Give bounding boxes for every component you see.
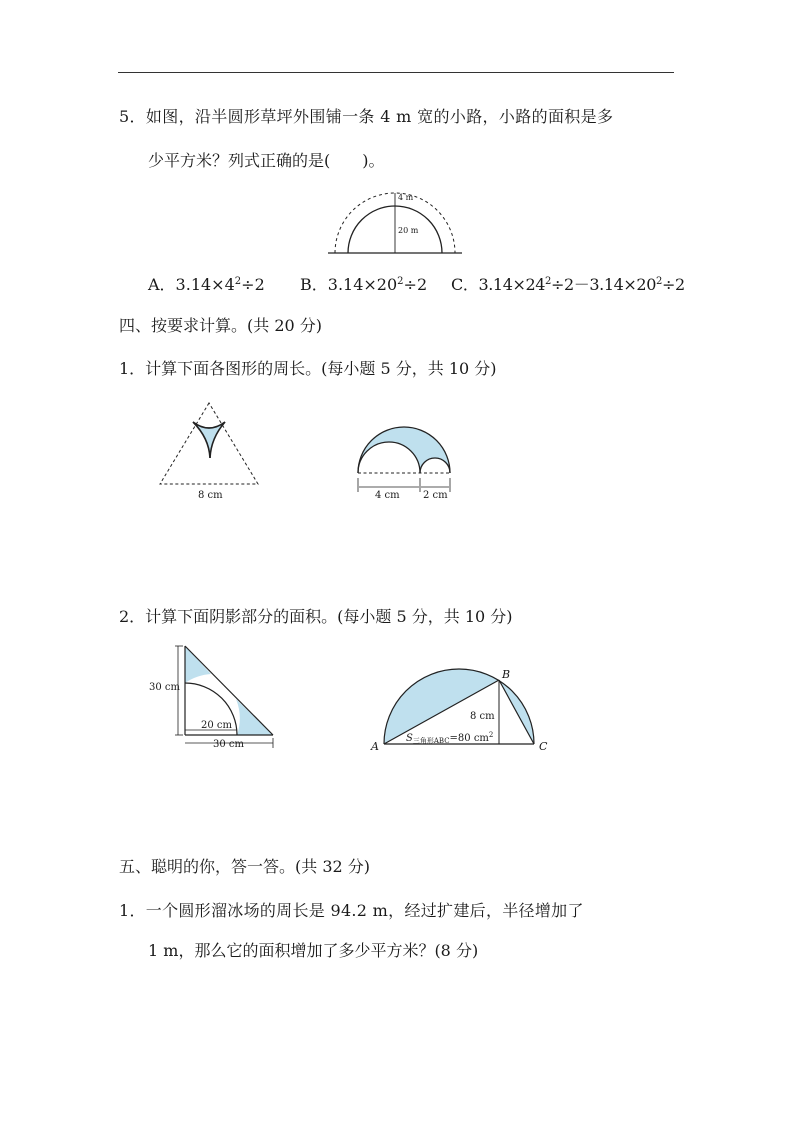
triangle-arcs-figure <box>155 398 270 504</box>
label-C: C <box>539 740 548 753</box>
label-base-30cm: 30 cm <box>213 739 244 750</box>
label-B: B <box>502 668 511 681</box>
semicircles-figure <box>352 398 457 504</box>
section5-heading: 五、聪明的你，答一答。(共 32 分) <box>119 857 371 876</box>
label-8cm: 8 cm <box>470 711 495 722</box>
shaded-top <box>185 646 211 683</box>
section4-q1-text: 1．计算下面各图形的周长。(每小题 5 分，共 10 分) <box>119 359 497 378</box>
option-a[interactable]: A．$3.14\times 4^2\div 2$ <box>148 275 265 294</box>
triangle-quarter-circle-figure <box>145 640 280 752</box>
section4-heading: 四、按要求计算。(共 20 分) <box>119 316 323 335</box>
header-rule <box>118 72 674 73</box>
semicircle-triangle-figure <box>368 664 588 758</box>
label-height-30cm: 30 cm <box>149 682 180 693</box>
shaded-region <box>358 427 450 473</box>
side-BC <box>499 680 534 744</box>
q5-options <box>148 275 685 295</box>
option-b[interactable]: B．$3.14\times 20^2\div 2$ <box>300 275 428 294</box>
label-8cm: 8 cm <box>198 490 223 501</box>
label-20cm: 20 cm <box>201 720 232 731</box>
section5-q1-line1: 1．一个圆形溜冰场的周长是 94.2 m，经过扩建后，半径增加了 <box>119 901 584 920</box>
option-c[interactable]: C．$3.14\times 24^2\div 2-3.14\times 20^2\div 2$ <box>451 275 685 294</box>
label-A: A <box>371 740 379 753</box>
section5-q1-line2: 1 m，那么它的面积增加了多少平方米？(8 分) <box>148 941 479 960</box>
label-area: $S_{三角形ABC}=80$ $cm^2$ <box>406 731 494 745</box>
q5-text-line2: 少平方米？列式正确的是( )。 <box>148 151 385 170</box>
q5-text-line1: 5．如图，沿半圆形草坪外围铺一条 4 m 宽的小路，小路的面积是多 <box>119 107 614 126</box>
label-2cm: 2 cm <box>423 490 448 501</box>
label-4cm: 4 cm <box>375 490 400 501</box>
q5-semicircle-path-figure <box>320 183 470 255</box>
section4-q2-text: 2．计算下面阴影部分的面积。(每小题 5 分，共 10 分) <box>119 607 513 626</box>
label-radius: 20 m <box>398 226 419 235</box>
label-width: 4 m <box>398 193 414 202</box>
